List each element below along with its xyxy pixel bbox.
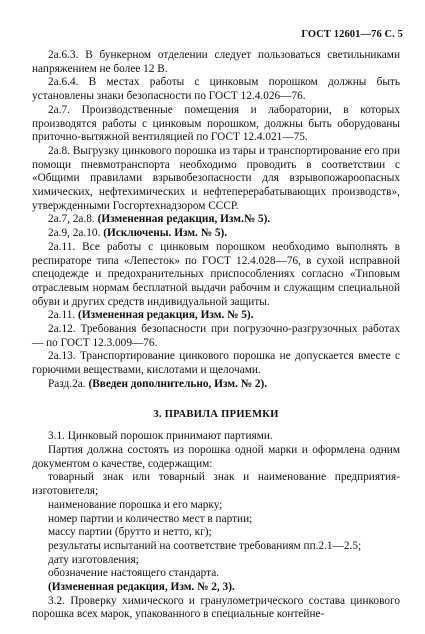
list-item: дату изготовления; — [48, 553, 139, 566]
paragraph: 2а.8. Выгрузку цинкового порошка из тары и транспортирование его при помощи пневмотранспорта необходимо проводить в соответствии с «Общими правилами взрывобезопасности для взрывопожароопасных химических, нефтехимических и нефтеперерабатывающих производств», утвержденными Госгортехнадзором СССР. — [32, 144, 400, 212]
section-title: 3. ПРАВИЛА ПРИЕМКИ — [153, 408, 279, 420]
amendment-note: 2а.11. (Измененная редакция, Изм. № 5). — [48, 309, 254, 322]
list-item: результаты испытаний на соответствие требованиям пп.2.1—2.5; — [48, 539, 362, 552]
paragraph: 2а.6.3. В бункерном отделении следует пользоваться светильниками напряжением не более 12 В. — [32, 49, 400, 75]
document-body — [32, 49, 400, 622]
page-header: ГОСТ 12601—76 С. 5 — [301, 29, 403, 40]
paragraph: 2а.6.4. В местах работы с цинковым порошком должны быть установлены знаки безопасности по ГОСТ 12.4.026—76. — [32, 76, 400, 103]
paragraph: Партия должна состоять из порошка одной марки и оформлена одним документом о качестве, содержащим: — [32, 443, 400, 470]
list-item: товарный знак или товарный знак и наименование предприятия-изготовителя; — [32, 471, 400, 498]
list-item: массу партии (брутто и нетто, кг); — [48, 526, 212, 539]
amendment-note: Разд.2а. (Введен дополнительно, Изм. № 2). — [48, 377, 268, 390]
amendment-note: 2а.7, 2а.8. (Измененная редакция, Изм.№ 5). — [48, 213, 271, 226]
paragraph: 2а.12. Требования безопасности при погрузочно-разгрузочных работах — по ГОСТ 12.3.009—76. — [32, 323, 400, 349]
amendment-note: 2а.9, 2а.10. (Исключены. Изм. № 5). — [48, 227, 228, 240]
paragraph: 3.2. Проверку химического и гранулометрического состава цинкового порошка всех марок, упакованного в специальные контейне- — [32, 594, 400, 621]
paragraph: 2а.13. Транспортирование цинкового порошка не допускается вместе с горючими веществами, кислотами и щелочами. — [32, 350, 400, 377]
amendment-note: (Измененная редакция, Изм. № 2, 3). — [48, 581, 235, 594]
list-item: наименование порошка и его марку; — [48, 498, 223, 511]
list-item: обозначение настоящего стандарта. — [48, 567, 220, 580]
paragraph: 2а.11. Все работы с цинковым порошком необходимо выполнять в респираторе типа «Лепесток» по ГОСТ 12.4.028—76, в сухой исправной спецодежде и предохранительных приспособлениях согласно «Типовым отраслевым нормам бесплатной выдачи рабочим и служащим специальной обуви и других средств индивидуальной защиты. — [32, 240, 400, 308]
paragraph: 2а.7. Производственные помещения и лаборатории, в которых производятся работы с цинковым порошком, должны быть оборудованы приточно-вытяжной вентиляцией по ГОСТ 12.4.021—75. — [32, 103, 400, 144]
paragraph: 3.1. Цинковый порошок принимают партиями. — [48, 430, 273, 443]
list-item: номер партии и количество мест в партии; — [48, 512, 253, 525]
